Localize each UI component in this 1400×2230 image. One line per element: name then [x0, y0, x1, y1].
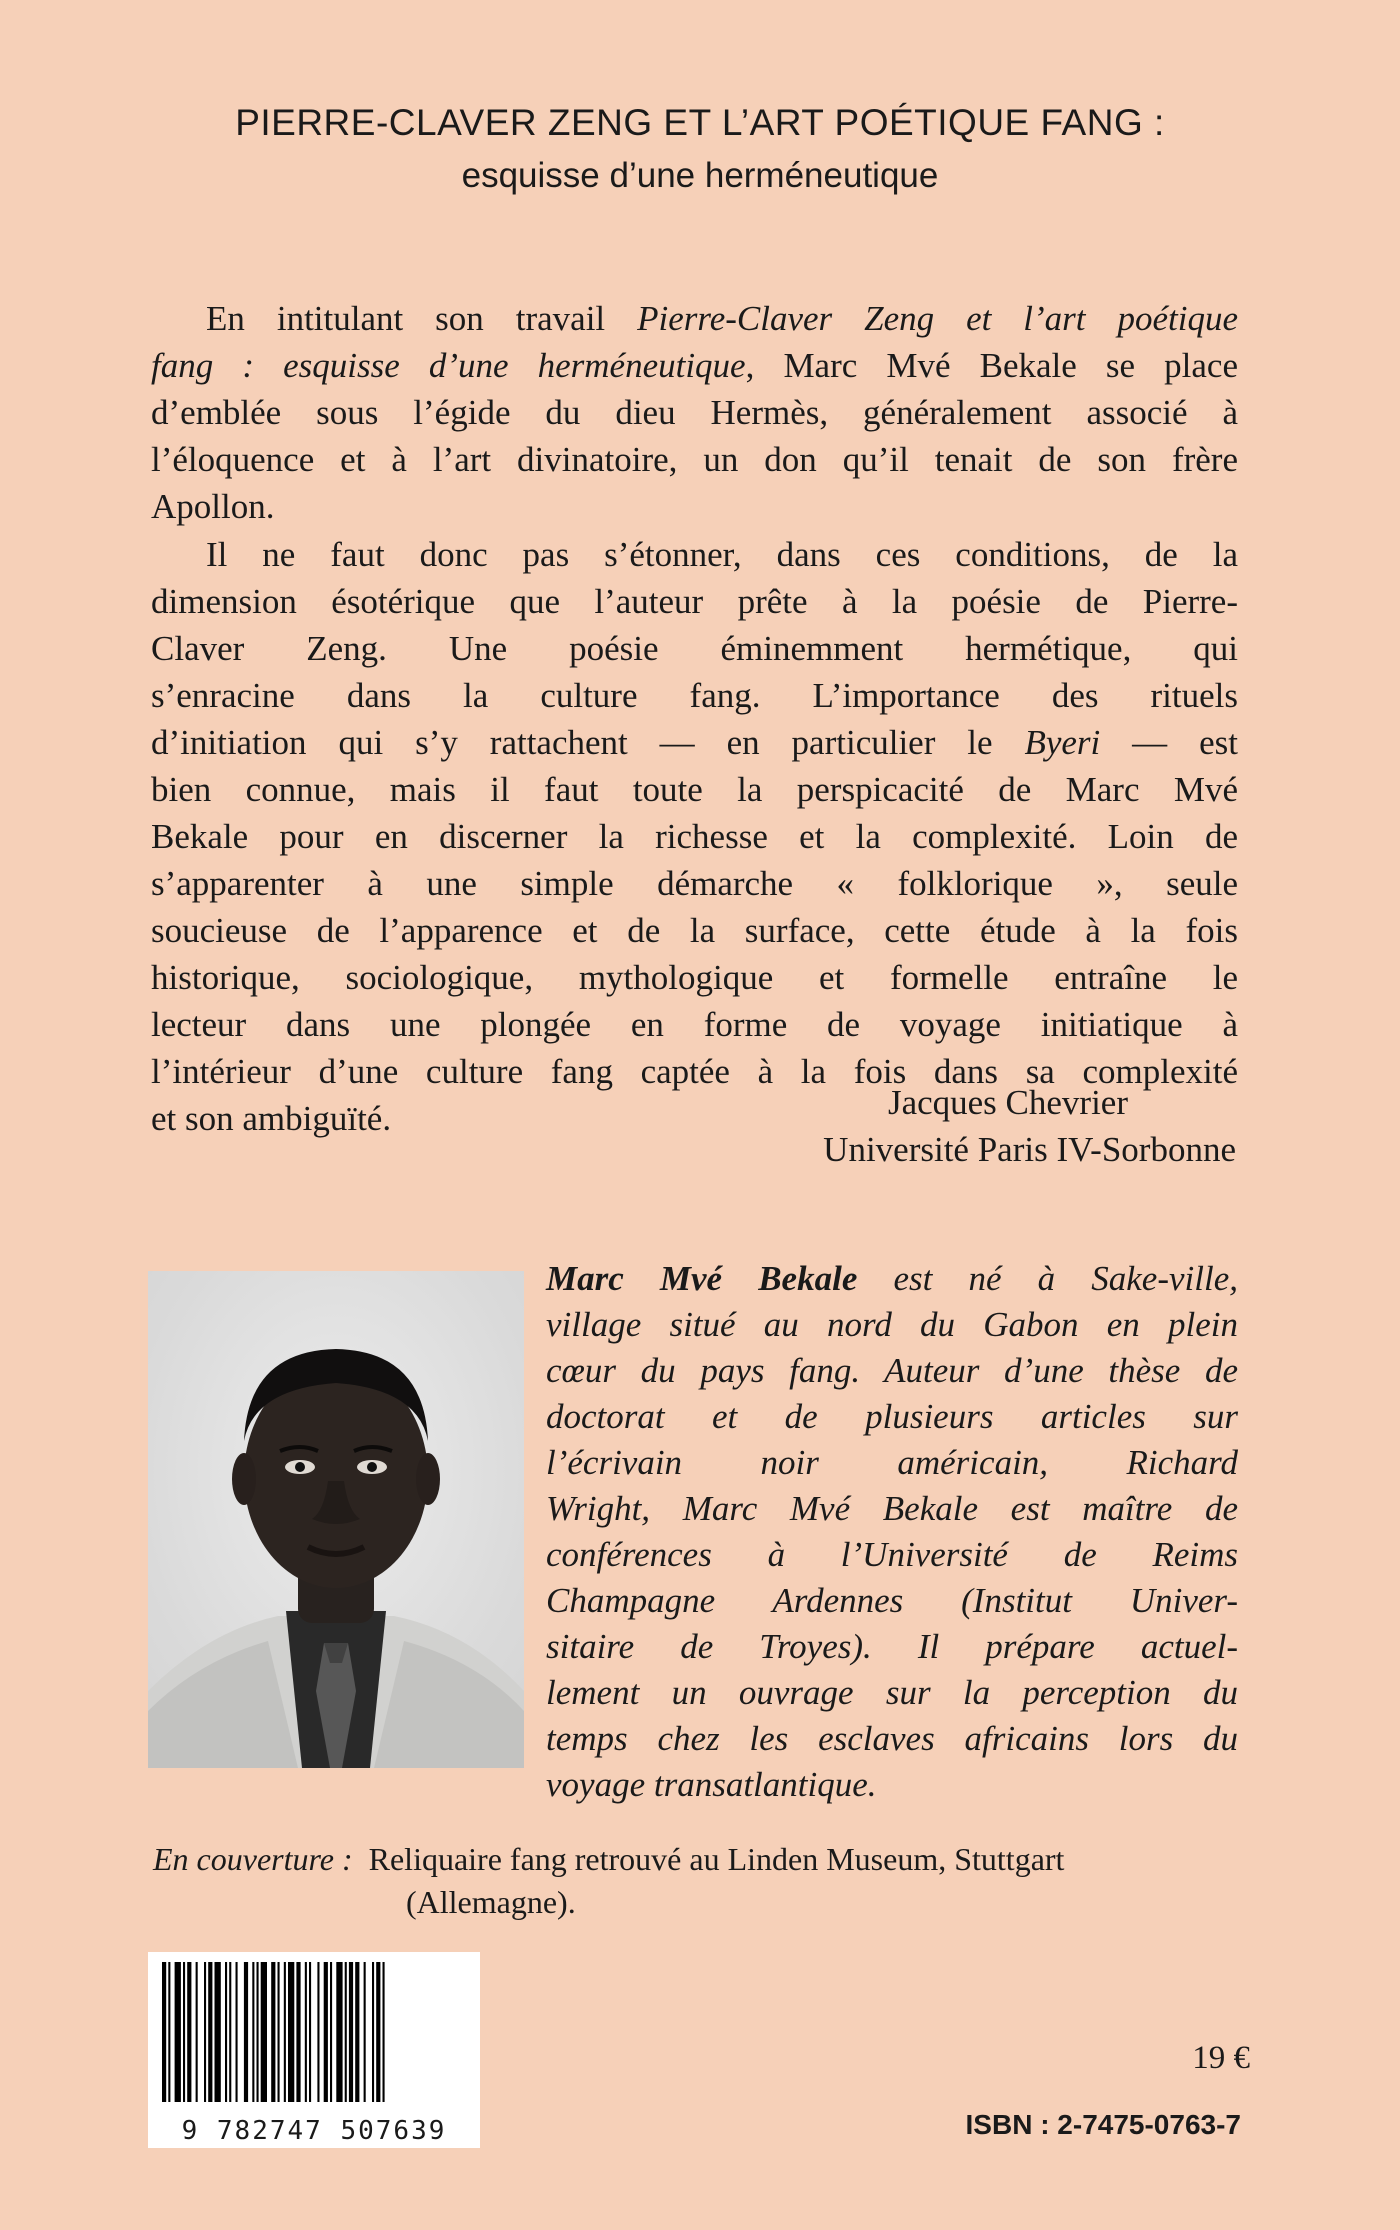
text-line — [151, 719, 1238, 766]
cover-credit-row: (Allemagne). — [406, 1884, 576, 1920]
cover-credit-row — [153, 1838, 1064, 1881]
barcode-bar — [162, 1962, 166, 2102]
text-line — [151, 342, 1238, 389]
italic-title: fang : esquisse d’une herméneutique — [151, 346, 746, 385]
barcode-bar — [330, 1962, 332, 2102]
preface-paragraph-2 — [151, 531, 1238, 1142]
barcode-bar — [236, 1962, 238, 2102]
barcode-bar — [187, 1962, 191, 2102]
text-span: En intitulant son travail — [206, 299, 638, 338]
barcode-digits: 9 782747 507639 — [181, 2116, 447, 2146]
isbn: ISBN : 2-7475-0763-7 — [965, 2109, 1241, 2140]
barcode-bar — [252, 1962, 254, 2102]
text-line: cœur du pays fang. Auteur d’une thèse de — [546, 1351, 1238, 1390]
text-line: historique, sociologique, mythologique et formelle entraîne le — [151, 958, 1238, 997]
price: 19 € — [1192, 2040, 1250, 2076]
barcode-bar — [204, 1962, 206, 2102]
barcode-bar — [383, 1962, 385, 2102]
text-line: doctorat et de plusieurs articles sur — [546, 1397, 1238, 1436]
text-line: sitaire de Troyes). Il prépare actuel- — [546, 1627, 1238, 1666]
barcode-bar — [376, 1962, 380, 2102]
text-line: Wright, Marc Mvé Bekale est maître de — [546, 1489, 1238, 1528]
author-portrait-icon — [148, 1271, 524, 1768]
text-line: l’intérieur d’une culture fang captée à la fois dans sa complexité — [151, 1052, 1238, 1091]
barcode-bar — [305, 1962, 307, 2102]
book-subtitle: esquisse d’une herméneutique — [461, 156, 939, 195]
barcode-bar — [364, 1962, 366, 2102]
barcode-bar — [324, 1962, 328, 2102]
text-line: voyage transatlantique. — [546, 1765, 877, 1804]
text-line: temps chez les esclaves africains lors du — [546, 1719, 1238, 1758]
text-line: Il ne faut donc pas s’étonner, dans ces conditions, de la — [206, 535, 1238, 574]
text-span: , Marc Mvé Bekale se place — [745, 346, 1238, 385]
barcode-bar — [317, 1962, 319, 2102]
text-line: Claver Zeng. Une poésie éminemment hermétique, qui — [151, 629, 1238, 668]
text-span: — est — [1100, 723, 1238, 762]
text-line: l’écrivain noir américain, Richard — [546, 1443, 1238, 1482]
book-title: PIERRE-CLAVER ZENG ET L’ART POÉTIQUE FANG : — [235, 102, 1165, 143]
italic-term: Byeri — [1024, 723, 1101, 762]
barcode-bar — [257, 1962, 259, 2102]
barcode-bar — [244, 1962, 248, 2102]
barcode-bar — [345, 1962, 347, 2102]
barcode-bar — [278, 1962, 280, 2102]
cover-credit-label: En couverture : — [153, 1841, 353, 1877]
text-line: Apollon. — [151, 487, 275, 526]
preface-paragraph-1 — [151, 295, 1238, 530]
text-line: lecteur dans une plongée en forme de voyage initiatique à — [151, 1005, 1238, 1044]
text-line: Bekale pour en discerner la richesse et la complexité. Loin de — [151, 817, 1238, 856]
text-span: est né à Sake-ville, — [857, 1259, 1238, 1298]
text-line: lement un ouvrage sur la perception du — [546, 1673, 1238, 1712]
text-line: conférences à l’Université de Reims — [546, 1535, 1238, 1574]
text-line: d’emblée sous l’égide du dieu Hermès, généralement associé à — [151, 393, 1238, 432]
barcode-bar — [372, 1962, 374, 2102]
barcode-bar — [261, 1962, 267, 2102]
barcode-bar — [309, 1962, 311, 2102]
text-line: bien connue, mais il faut toute la perspicacité de Marc Mvé — [151, 770, 1238, 809]
author-name: Marc Mvé Bekale — [546, 1259, 858, 1298]
text-line: s’enracine dans la culture fang. L’importance des rituels — [151, 676, 1238, 715]
text-line: s’apparenter à une simple démarche « folklorique », seule — [151, 864, 1238, 903]
barcode-bar — [225, 1962, 227, 2102]
barcode — [148, 1952, 480, 2148]
cover-credit-text: Reliquaire fang retrouvé au Linden Museum, Stuttgart — [368, 1841, 1065, 1877]
cover-credit — [153, 1838, 1064, 1924]
author-photo — [148, 1271, 524, 1768]
barcode-bar — [196, 1962, 198, 2102]
author-bio — [546, 1256, 1238, 1808]
barcode-bar — [349, 1962, 353, 2102]
signature-name: Jacques Chevrier — [887, 1083, 1128, 1122]
text-span: d’initiation qui s’y rattachent — en particulier le — [151, 723, 1025, 762]
barcode-bar — [284, 1962, 286, 2102]
barcode-bars-icon — [148, 1952, 480, 2112]
text-line: soucieuse de l’apparence et de la surface, cette étude à la fois — [151, 911, 1238, 950]
barcode-bar — [229, 1962, 231, 2102]
text-line: village situé au nord du Gabon en plein — [546, 1305, 1238, 1344]
barcode-bar — [168, 1962, 170, 2102]
text-line: l’éloquence et à l’art divinatoire, un don qu’il tenait de son frère — [151, 440, 1238, 479]
text-line: dimension ésotérique que l’auteur prête à la poésie de Pierre- — [151, 582, 1238, 621]
barcode-bar — [175, 1962, 181, 2102]
barcode-bar — [183, 1962, 185, 2102]
barcode-bar — [215, 1962, 221, 2102]
italic-title: Pierre-Claver Zeng et l’art poétique — [637, 299, 1238, 338]
barcode-bar — [296, 1962, 300, 2102]
signature-affiliation: Université Paris IV-Sorbonne — [823, 1130, 1236, 1169]
text-line: Champagne Ardennes (Institut Univer- — [546, 1581, 1238, 1620]
barcode-bar — [355, 1962, 359, 2102]
barcode-bar — [336, 1962, 342, 2102]
barcode-bar — [288, 1962, 294, 2102]
text-line — [546, 1256, 1238, 1302]
barcode-bar — [208, 1962, 212, 2102]
barcode-bar — [271, 1962, 275, 2102]
text-line: et son ambiguïté. — [151, 1099, 392, 1138]
text-line — [151, 295, 1238, 342]
